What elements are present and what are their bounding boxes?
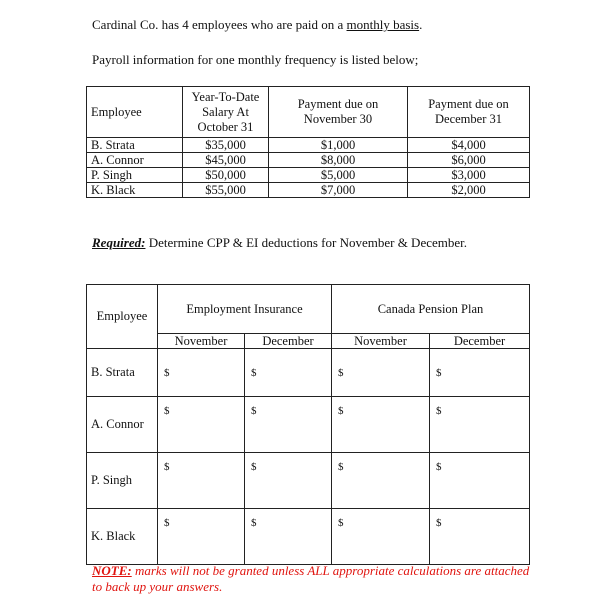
nov-line-2: November 30 [303,112,373,126]
subheader-cpp-december: December [430,334,530,349]
ei-dec-cell[interactable]: $ [245,509,332,565]
table-row [87,349,530,397]
employee-name: P. Singh [87,168,183,183]
ei-nov-cell[interactable]: $ [158,397,245,453]
dec-value: $4,000 [408,138,530,153]
dec-value: $2,000 [408,183,530,198]
ytd-value: $45,000 [183,153,269,168]
table-row [87,397,530,453]
answer-employee-name: B. Strata [87,349,158,397]
answer-header-employee: Employee [87,285,158,349]
cpp-nov-cell[interactable]: $ [332,397,430,453]
payroll-table [86,86,530,198]
note-label: NOTE: [92,563,132,578]
header-ytd [183,87,269,138]
cpp-nov-cell[interactable]: $ [332,453,430,509]
cpp-dec-cell[interactable]: $ [430,509,530,565]
ytd-line-3: October 31 [197,119,254,134]
cpp-dec-cell[interactable]: $ [430,453,530,509]
intro-period: . [419,17,423,32]
answer-employee-name: K. Black [87,509,158,565]
intro-line-2: Payroll information for one monthly frequency is listed below; [92,52,419,67]
ytd-line-1: Year-To-Date [191,89,260,104]
intro-line-1 [92,17,422,33]
answer-header-row [87,285,530,334]
header-nov [269,87,408,138]
note-text: marks will not be granted unless ALL appropriate calculations are attached to back up your answers. [92,563,530,594]
answer-table [86,284,530,565]
required-line [92,235,467,251]
subheader-cpp-november: November [332,334,430,349]
table-row [87,138,530,153]
ei-nov-cell[interactable]: $ [158,509,245,565]
table-row [87,509,530,565]
cpp-dec-cell[interactable]: $ [430,397,530,453]
nov-value: $1,000 [269,138,408,153]
table-row [87,183,530,198]
ei-dec-cell[interactable]: $ [245,349,332,397]
cpp-dec-cell[interactable]: $ [430,349,530,397]
header-employee: Employee [87,87,183,138]
answer-employee-name: A. Connor [87,397,158,453]
header-canada-pension-plan: Canada Pension Plan [332,285,530,334]
dec-value: $6,000 [408,153,530,168]
dec-line-2: December 31 [435,112,502,126]
nov-value: $5,000 [269,168,408,183]
ei-nov-cell[interactable]: $ [158,349,245,397]
required-text: Determine CPP & EI deductions for November & December. [145,235,467,250]
subheader-ei-december: December [245,334,332,349]
employee-name: B. Strata [87,138,183,153]
nov-line-1: Payment due on [297,97,379,111]
ei-nov-cell[interactable]: $ [158,453,245,509]
ytd-value: $55,000 [183,183,269,198]
subheader-ei-november: November [158,334,245,349]
header-dec [408,87,530,138]
ytd-value: $50,000 [183,168,269,183]
ei-dec-cell[interactable]: $ [245,453,332,509]
ytd-value: $35,000 [183,138,269,153]
table-row [87,153,530,168]
ytd-line-2: Salary At [202,104,249,119]
payroll-header-row [87,87,530,138]
intro-text: Cardinal Co. has 4 employees who are paid on a [92,17,347,32]
cpp-nov-cell[interactable]: $ [332,349,430,397]
table-row [87,453,530,509]
required-label: Required: [92,235,146,250]
nov-value: $8,000 [269,153,408,168]
answer-employee-name: P. Singh [87,453,158,509]
table-row [87,168,530,183]
note [92,563,532,594]
header-employment-insurance: Employment Insurance [158,285,332,334]
employee-name: K. Black [87,183,183,198]
monthly-basis-link: monthly basis [346,17,420,32]
dec-line-1: Payment due on [428,97,509,111]
cpp-nov-cell[interactable]: $ [332,509,430,565]
ei-dec-cell[interactable]: $ [245,397,332,453]
employee-name: A. Connor [87,153,183,168]
dec-value: $3,000 [408,168,530,183]
nov-value: $7,000 [269,183,408,198]
